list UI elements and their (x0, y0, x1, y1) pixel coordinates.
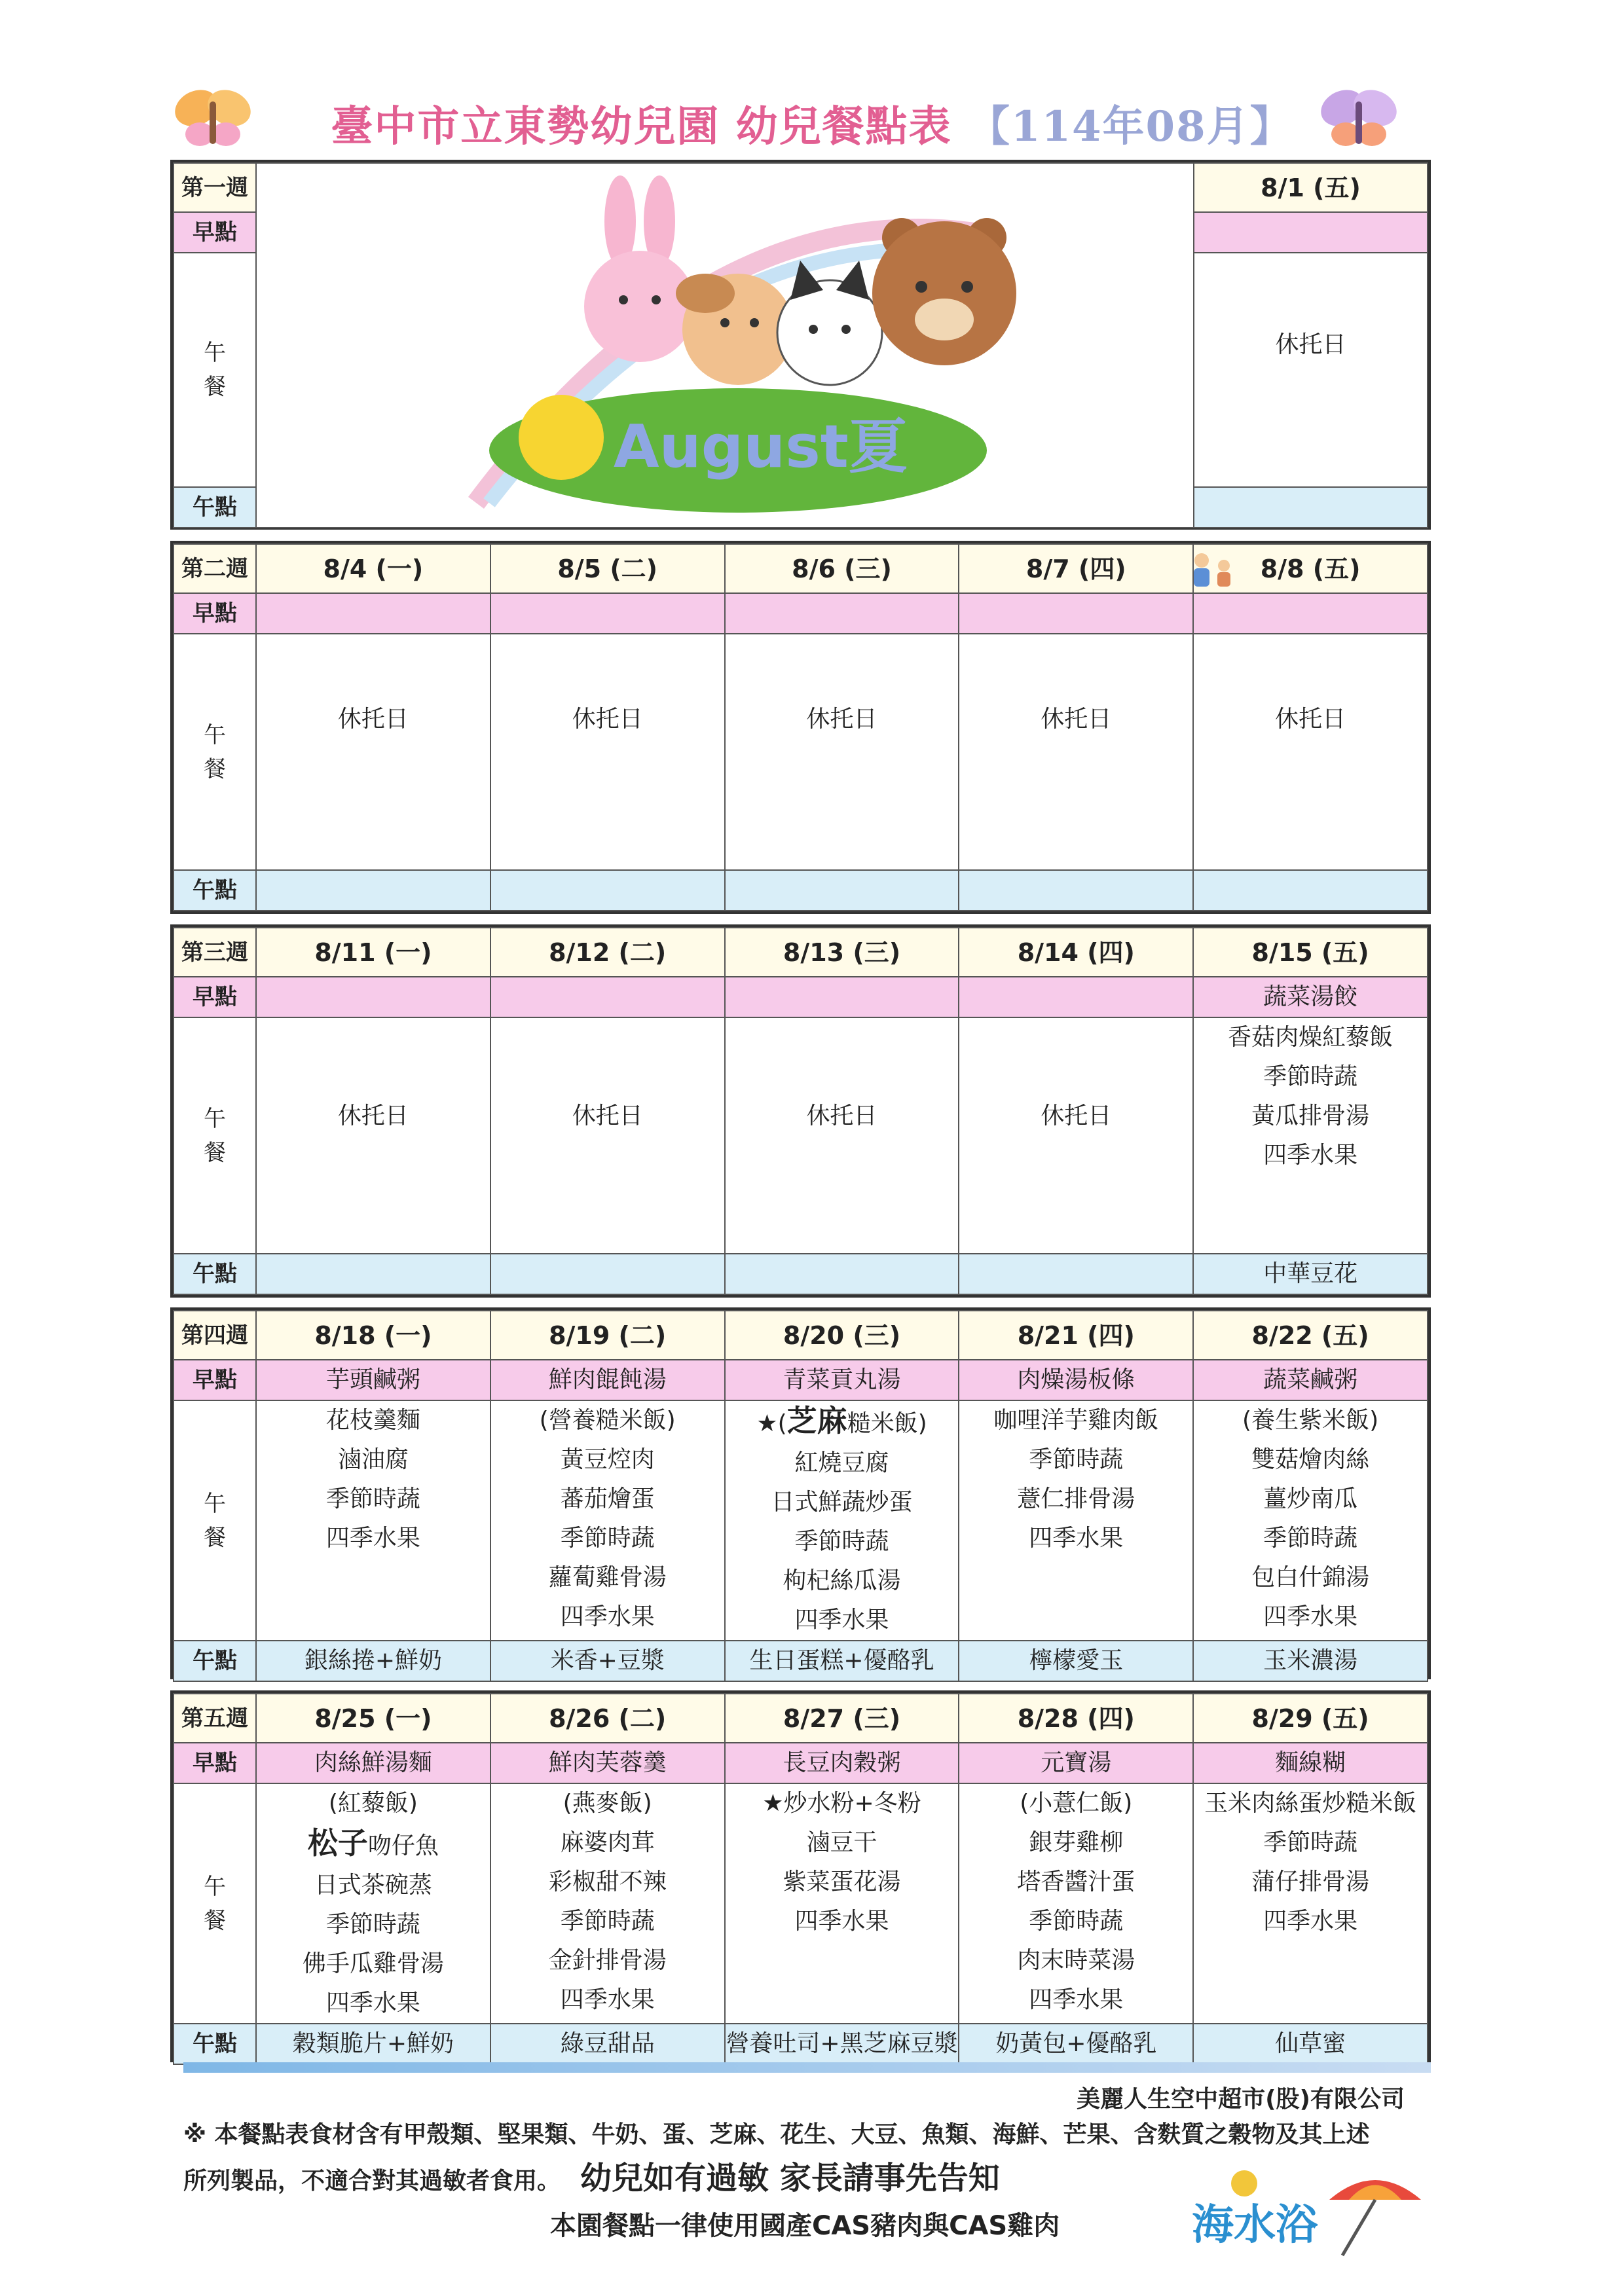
menu-item: 休托日 (1041, 706, 1112, 733)
breakfast-cell: 芋頭鹹粥 (256, 1360, 490, 1400)
breakfast-cell: 青菜貢丸湯 (725, 1360, 959, 1400)
breakfast-cell (490, 593, 725, 634)
breakfast-cell: 蔬菜湯餃 (1193, 977, 1428, 1017)
lunch-cell (256, 1400, 490, 1641)
snack-cell: 銀絲捲+鮮奶 (256, 1641, 490, 1681)
menu-item: 季節時蔬 (560, 1525, 655, 1552)
menu-item: 枸杞絲瓜湯 (783, 1567, 901, 1594)
menu-item: 四季水果 (1263, 1603, 1358, 1630)
page-footer (183, 2056, 1431, 2265)
footer-divider (183, 2062, 1431, 2073)
breakfast-cell: 元寶湯 (959, 1743, 1193, 1783)
menu-item: (營養糙米飯) (539, 1407, 676, 1434)
menu-item: 玉米肉絲蛋炒糙米飯 (1204, 1790, 1417, 1817)
menu-item: 休托日 (337, 1102, 409, 1130)
snack-cell (490, 1254, 725, 1294)
menu-item: 日式鮮蔬炒蛋 (771, 1489, 913, 1516)
snack-cell: 仙草蜜 (1193, 2024, 1428, 2064)
date-cell: 8/1 (五) (1194, 163, 1428, 212)
breakfast-cell (725, 977, 959, 1017)
menu-item: 休托日 (806, 706, 877, 733)
lunch-cell (256, 1017, 490, 1254)
date-cell: 8/14 (四) (959, 928, 1193, 977)
snack-cell: 玉米濃湯 (1193, 1641, 1428, 1681)
menu-item: 季節時蔬 (1263, 1525, 1358, 1552)
menu-item: 四季水果 (1029, 1986, 1124, 2013)
menu-item: 黃豆焢肉 (560, 1446, 655, 1473)
menu-item: 滷豆干 (806, 1829, 877, 1856)
menu-item: 滷油腐 (337, 1446, 409, 1473)
snack-cell (256, 870, 490, 911)
menu-item: 休托日 (572, 706, 643, 733)
snack-cell: 生日蛋糕+優酪乳 (725, 1641, 959, 1681)
snack-cell (725, 870, 959, 911)
lunch-cell (1193, 1400, 1428, 1641)
snack-label: 午點 (174, 1641, 256, 1681)
snack-cell (1194, 487, 1428, 528)
menu-item: 包白什錦湯 (1251, 1564, 1370, 1591)
snack-cell (959, 1254, 1193, 1294)
breakfast-cell (1194, 212, 1428, 253)
lunch-cell (1193, 1783, 1428, 2024)
menu-item: 佛手瓜雞骨湯 (302, 1950, 444, 1977)
menu-item: 四季水果 (1029, 1525, 1124, 1552)
lunch-label: 午 餐 (174, 1783, 256, 2024)
menu-item: (養生紫米飯) (1242, 1407, 1379, 1434)
breakfast-cell: 長豆肉穀粥 (725, 1743, 959, 1783)
beach-text: 海水浴 (1192, 2201, 1318, 2250)
menu-item: 紅燒豆腐 (794, 1449, 889, 1476)
lunch-cell (1193, 1017, 1428, 1254)
butterfly-icon (1316, 79, 1401, 157)
date-cell: 8/13 (三) (725, 928, 959, 977)
breakfast-cell (1193, 593, 1428, 634)
company-name: 美麗人生空中超市(股)有限公司 (1077, 2086, 1405, 2113)
lunch-cell (1194, 253, 1428, 487)
menu-item: 休托日 (1275, 706, 1346, 733)
title-text: 臺中市立東勢幼兒園 幼兒餐點表 (331, 102, 952, 151)
snack-cell: 奶黃包+優酪乳 (959, 2024, 1193, 2064)
menu-item: 紫菜蛋花湯 (783, 1868, 901, 1895)
snack-cell (725, 1254, 959, 1294)
menu-item: 季節時蔬 (325, 1485, 420, 1512)
menu-item: 肉末時菜湯 (1017, 1947, 1135, 1974)
breakfast-cell: 蔬菜鹹粥 (1193, 1360, 1428, 1400)
breakfast-cell (959, 593, 1193, 634)
menu-item: 季節時蔬 (325, 1911, 420, 1938)
date-cell: 8/6 (三) (725, 544, 959, 593)
breakfast-cell: 麵線糊 (1193, 1743, 1428, 1783)
menu-item: ★(芝麻糙米飯) (756, 1403, 927, 1438)
lunch-cell (256, 1783, 490, 2024)
date-cell: 8/28 (四) (959, 1694, 1193, 1743)
allergy-emphasis: 幼兒如有過敏 家長請事先告知 (580, 2160, 1000, 2196)
lunch-cell (256, 634, 490, 870)
menu-item: 咖哩洋芋雞肉飯 (993, 1407, 1159, 1434)
menu-item: 塔香醬汁蛋 (1017, 1868, 1135, 1895)
lunch-label: 午 餐 (174, 634, 256, 870)
menu-item: 四季水果 (1263, 1142, 1358, 1169)
menu-item: 銀芽雞柳 (1029, 1829, 1124, 1856)
lunch-cell (1193, 634, 1428, 870)
snack-cell: 米香+豆漿 (490, 1641, 725, 1681)
breakfast-cell (725, 593, 959, 634)
title-year-month: 【114年08月】 (967, 102, 1293, 151)
menu-item: 彩椒甜不辣 (548, 1868, 667, 1895)
menu-item: 蕃茄燴蛋 (560, 1485, 655, 1512)
breakfast-cell: 肉絲鮮湯麵 (256, 1743, 490, 1783)
menu-item: 蒲仔排骨湯 (1251, 1868, 1370, 1895)
breakfast-cell (256, 593, 490, 634)
week-label: 第三週 (174, 928, 256, 977)
breakfast-cell (490, 977, 725, 1017)
menu-item: 休托日 (806, 1102, 877, 1130)
breakfast-cell (959, 977, 1193, 1017)
menu-item: 麻婆肉茸 (560, 1829, 655, 1856)
snack-cell: 穀類脆片+鮮奶 (256, 2024, 490, 2064)
menu-item: 季節時蔬 (1029, 1908, 1124, 1935)
menu-item: 季節時蔬 (560, 1908, 655, 1935)
menu-item: 黃瓜排骨湯 (1251, 1102, 1370, 1130)
lunch-cell (490, 634, 725, 870)
week-1-table (170, 160, 1431, 530)
lunch-label: 午 餐 (174, 1400, 256, 1641)
date-cell: 8/21 (四) (959, 1311, 1193, 1360)
snack-cell (1193, 870, 1428, 911)
menu-item: 松子吻仔魚 (307, 1825, 439, 1861)
snack-label: 午點 (174, 1254, 256, 1294)
date-cell: 8/18 (一) (256, 1311, 490, 1360)
lunch-cell (725, 1017, 959, 1254)
lunch-cell (490, 1017, 725, 1254)
week-2-table (170, 541, 1431, 914)
menu-item: 四季水果 (560, 1603, 655, 1630)
week-label: 第五週 (174, 1694, 256, 1743)
allergy-notice: ※ 本餐點表食材含有甲殼類、堅果類、牛奶、蛋、芝麻、花生、大豆、魚類、海鮮、芒果、含麩質之穀物及其上述 所列製品，不適合對其過敏者食用。 幼兒如有過敏 家長請事先告知 (183, 2121, 1370, 2196)
week-label: 第四週 (174, 1311, 256, 1360)
snack-cell: 綠豆甜品 (490, 2024, 725, 2064)
snack-cell: 營養吐司+黑芝麻豆漿 (725, 2024, 959, 2064)
lunch-cell (959, 1783, 1193, 2024)
menu-item: (小薏仁飯) (1020, 1790, 1133, 1817)
snack-label: 午點 (174, 2024, 256, 2064)
page-header (0, 79, 1624, 157)
lunch-cell (959, 634, 1193, 870)
lunch-label: 午 餐 (174, 253, 256, 487)
date-cell: 8/20 (三) (725, 1311, 959, 1360)
breakfast-cell: 鮮肉餛飩湯 (490, 1360, 725, 1400)
menu-item: 蘿蔔雞骨湯 (548, 1564, 667, 1591)
menu-item: 四季水果 (794, 1607, 889, 1633)
snack-cell: 檸檬愛玉 (959, 1641, 1193, 1681)
menu-item: 季節時蔬 (1263, 1063, 1358, 1091)
menu-item: 四季水果 (1263, 1908, 1358, 1935)
breakfast-label: 早點 (174, 1743, 256, 1783)
lunch-cell (959, 1400, 1193, 1641)
menu-item: 薑炒南瓜 (1263, 1485, 1358, 1512)
date-cell: 8/15 (五) (1193, 928, 1428, 977)
date-cell: 8/25 (一) (256, 1694, 490, 1743)
date-cell: 8/19 (二) (490, 1311, 725, 1360)
cas-note: 本園餐點一律使用國產CAS豬肉與CAS雞肉 (550, 2211, 1060, 2241)
menu-item: 金針排骨湯 (548, 1947, 667, 1974)
date-cell: 8/26 (二) (490, 1694, 725, 1743)
date-cell: 8/8 (五) (1193, 544, 1428, 593)
menu-item: 休托日 (572, 1102, 643, 1130)
lunch-label: 午 餐 (174, 1017, 256, 1254)
menu-item: 四季水果 (794, 1908, 889, 1935)
menu-item: 季節時蔬 (1029, 1446, 1124, 1473)
week-label: 第二週 (174, 544, 256, 593)
breakfast-label: 早點 (174, 593, 256, 634)
menu-item: 季節時蔬 (794, 1528, 889, 1555)
menu-item: 薏仁排骨湯 (1017, 1485, 1135, 1512)
week-label: 第一週 (174, 163, 256, 212)
date-cell: 8/27 (三) (725, 1694, 959, 1743)
menu-item: ★炒水粉+冬粉 (762, 1790, 921, 1817)
lunch-cell (490, 1783, 725, 2024)
week-4-table (170, 1307, 1431, 1679)
lunch-cell (725, 1783, 959, 2024)
breakfast-cell: 肉燥湯板條 (959, 1360, 1193, 1400)
summer-animals-icon (397, 175, 1052, 516)
august-illustration (256, 163, 1194, 528)
menu-item: 休托日 (1275, 331, 1346, 358)
menu-item: 休托日 (1041, 1102, 1112, 1130)
date-cell: 8/12 (二) (490, 928, 725, 977)
breakfast-label: 早點 (174, 212, 256, 253)
menu-item: 花枝羹麵 (325, 1407, 420, 1434)
snack-cell (490, 870, 725, 911)
date-cell: 8/7 (四) (959, 544, 1193, 593)
week-3-table (170, 924, 1431, 1298)
doctor-child-icon (1187, 550, 1240, 589)
breakfast-cell: 鮮肉芙蓉羹 (490, 1743, 725, 1783)
date-cell: 8/11 (一) (256, 928, 490, 977)
date-cell: 8/5 (二) (490, 544, 725, 593)
breakfast-label: 早點 (174, 977, 256, 1017)
lunch-cell (490, 1400, 725, 1641)
breakfast-cell (256, 977, 490, 1017)
snack-cell: 中華豆花 (1193, 1254, 1428, 1294)
menu-item: 四季水果 (325, 1525, 420, 1552)
august-text: August夏 (614, 412, 908, 481)
beach-umbrella-icon (1179, 2160, 1428, 2259)
menu-item: 休托日 (337, 706, 409, 733)
menu-item: 日式茶碗蒸 (314, 1872, 432, 1899)
lunch-cell (959, 1017, 1193, 1254)
menu-item: (燕麥飯) (563, 1790, 652, 1817)
breakfast-label: 早點 (174, 1360, 256, 1400)
menu-item: 香菇肉燥紅藜飯 (1228, 1024, 1393, 1051)
snack-label: 午點 (174, 487, 256, 528)
menu-item: (紅藜飯) (328, 1790, 418, 1817)
menu-item: 雙菇燴肉絲 (1251, 1446, 1370, 1473)
snack-cell (959, 870, 1193, 911)
date-cell: 8/29 (五) (1193, 1694, 1428, 1743)
lunch-cell (725, 1400, 959, 1641)
date-cell: 8/22 (五) (1193, 1311, 1428, 1360)
date-cell: 8/4 (一) (256, 544, 490, 593)
week-5-table (170, 1690, 1431, 2062)
menu-item: 四季水果 (325, 1990, 420, 2016)
menu-item: 季節時蔬 (1263, 1829, 1358, 1856)
menu-item: 四季水果 (560, 1986, 655, 2013)
snack-label: 午點 (174, 870, 256, 911)
lunch-cell (725, 634, 959, 870)
snack-cell (256, 1254, 490, 1294)
